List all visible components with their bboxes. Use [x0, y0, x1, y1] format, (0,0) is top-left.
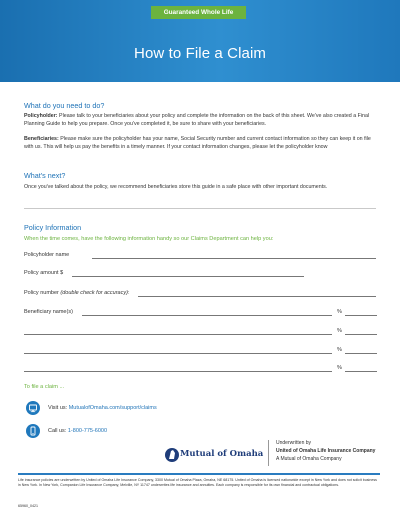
- phone-icon: [26, 424, 40, 438]
- file-claim-heading: To file a claim ...: [24, 384, 65, 390]
- policy-number-label-text: Policy number: [24, 290, 59, 296]
- policy-number-note: (double check for accuracy): [60, 290, 128, 296]
- policy-number-field[interactable]: [138, 296, 376, 297]
- computer-icon: [26, 401, 40, 415]
- whats-next-text: Once you've talked about the policy, we recommend beneficiaries store this guide in a safe place with other important documents.: [24, 184, 328, 190]
- visit-us-line: [48, 405, 157, 411]
- section-heading-whats-next: What's next?: [24, 171, 66, 180]
- beneficiary-name-field-4[interactable]: [24, 371, 332, 372]
- policy-amount-field[interactable]: [72, 276, 304, 277]
- policy-info-subtitle: When the time comes, have the following information handy so our Claims Department can help you:: [24, 236, 274, 242]
- policy-amount-label: Policy amount $: [24, 270, 64, 276]
- claims-url-link[interactable]: MutualofOmaha.com/support/claims: [68, 405, 157, 411]
- policyholder-name-field[interactable]: [92, 258, 376, 259]
- section-heading-what-to-do: What do you need to do?: [24, 101, 105, 110]
- policyholder-text: Please talk to your beneficiaries about your policy and complete the information on the back of this sheet. We've also created a Final Planning Guide to help you prepare. Once you've completed it, be sure to share with your beneficiaries.: [24, 113, 370, 127]
- beneficiary-percent-sign-3: %: [337, 347, 342, 353]
- underwriter-company: United of Omaha Life Insurance Company: [276, 448, 376, 454]
- beneficiary-names-label: Beneficiary name(s): [24, 309, 73, 315]
- beneficiary-percent-sign-2: %: [337, 328, 342, 334]
- logo-wordmark: Mutual of Omaha: [180, 449, 264, 459]
- beneficiary-percent-field-3[interactable]: [345, 353, 377, 354]
- claims-phone-link[interactable]: 1-800-775-6000: [67, 428, 108, 434]
- call-us-line: [48, 428, 107, 434]
- policy-number-colon: :: [127, 290, 130, 296]
- beneficiaries-paragraph: [24, 136, 378, 151]
- beneficiary-percent-field-2[interactable]: [345, 334, 377, 335]
- policy-number-label: [24, 290, 129, 296]
- policyholder-name-label: Policyholder name: [24, 252, 70, 258]
- parent-company: A Mutual of Omaha Company: [276, 456, 342, 462]
- underwritten-by: Underwritten by: [276, 440, 312, 446]
- beneficiary-name-field-2[interactable]: [24, 334, 332, 335]
- visit-us-label: Visit us:: [48, 405, 69, 411]
- call-us-label: Call us:: [48, 428, 68, 434]
- page-title: How to File a Claim: [134, 45, 266, 62]
- brand-divider: [268, 440, 269, 466]
- form-code: 65960_0421: [18, 504, 38, 508]
- product-tag: Guaranteed Whole Life: [151, 6, 246, 19]
- beneficiary-name-field-3[interactable]: [24, 353, 332, 354]
- beneficiaries-label: Beneficiaries:: [24, 136, 59, 142]
- beneficiary-percent-sign-4: %: [337, 365, 342, 371]
- policyholder-label: Policyholder:: [24, 113, 58, 119]
- mutual-of-omaha-logo: [164, 446, 264, 464]
- policy-info-heading: Policy Information: [24, 223, 82, 232]
- footer-accent-bar: [18, 473, 380, 475]
- beneficiary-percent-field-1[interactable]: [345, 315, 377, 316]
- beneficiary-percent-sign-1: %: [337, 309, 342, 315]
- beneficiary-percent-field-4[interactable]: [345, 371, 377, 372]
- beneficiaries-text: Please make sure the policyholder has your name, Social Security number and current contact information so they can keep it on file with us. This will help us pay the benefits in a timely manner. If your contact information changes, please let the policyholder know: [24, 136, 371, 150]
- beneficiary-name-field-1[interactable]: [82, 315, 332, 316]
- header-banner: [0, 0, 400, 82]
- policyholder-paragraph: [24, 113, 378, 128]
- legal-disclaimer: Life insurance policies are underwritten by United of Omaha Life Insurance Company, 3300 Mutual of Omaha Plaza, Omaha, NE 68175. United of Omaha is licensed nationwide except in New York and does not solicit business in New York. In New York, Companion Life Insurance Company, Melville, NY 11747 underwrites life insurance and annuities. Each company is responsible for its own financial and contractual obligations.: [18, 478, 377, 488]
- indian-head-logo-icon: [164, 446, 180, 464]
- section-divider: [24, 208, 376, 209]
